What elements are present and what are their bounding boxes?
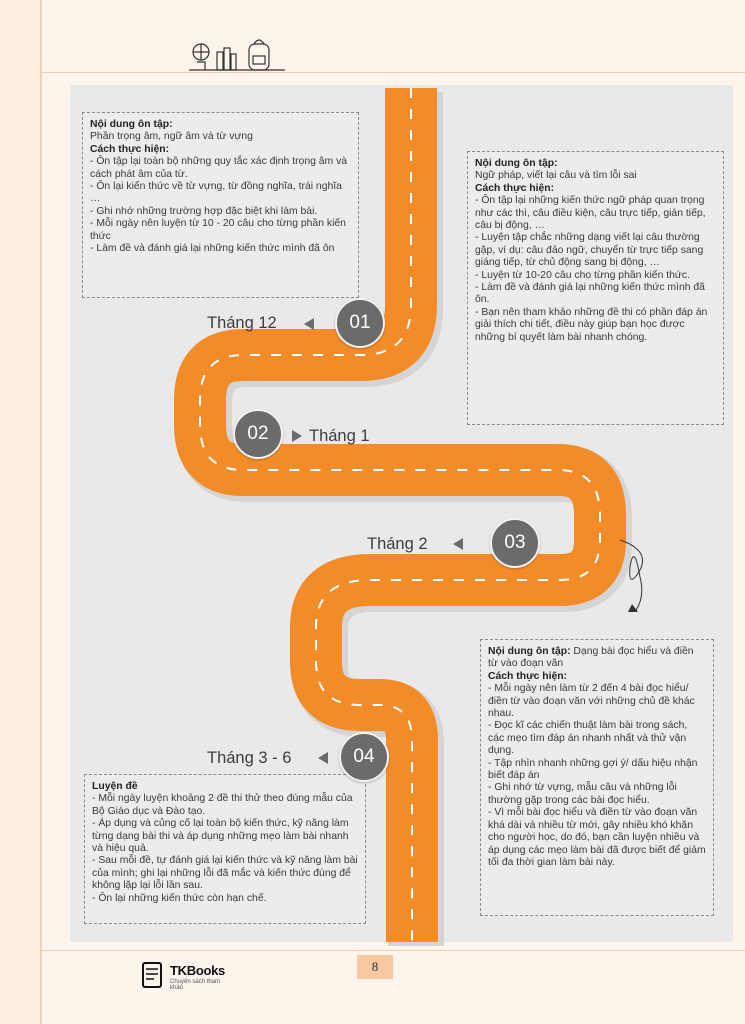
milestone-circle-2: 02 <box>233 409 283 459</box>
box2-line: - Bạn nên tham khảo những đề thi có phần đáp án giải thích chi tiết, điều này giúp bạn học được những bí quyết làm bài nhanh chóng. <box>475 306 708 343</box>
book-logo-icon <box>140 961 166 991</box>
milestone-month-4: Tháng 3 - 6 <box>207 749 292 767</box>
box1-line: - Ôn tập lại toàn bộ những quy tắc xác định trọng âm và cách phát âm của từ. <box>90 156 348 180</box>
logo-name: TKBooks <box>170 963 225 978</box>
page-number: 8 <box>357 955 393 979</box>
box2-content: Ngữ pháp, viết lại câu và tìm lỗi sai <box>475 170 637 182</box>
box2-method-heading: Cách thực hiện: <box>475 182 555 194</box>
milestone-circle-1: 01 <box>335 298 385 348</box>
box3-method-heading: Cách thực hiện: <box>488 670 568 682</box>
box2-line: - Luyện tập chắc những dạng viết lại câu thường gặp, ví dụ: câu đảo ngữ, chuyển từ trực tiếp sang giáng tiếp, từ chủ động sang bị động, … <box>475 232 704 269</box>
tkbooks-logo <box>140 958 230 994</box>
box2-line: - Ôn tập lại những kiến thức ngữ pháp quan trọng như các thì, câu điều kiện, câu trực tiếp, gián tiếp, câu bị động, … <box>475 195 706 232</box>
box1-heading: Nội dung ôn tập: <box>90 119 173 130</box>
milestone-month-2: Tháng 1 <box>309 427 370 445</box>
box1-line: - Làm đề và đánh giá lại những kiến thức mình đã ôn <box>90 243 335 255</box>
box3-line: - Vì mỗi bài đọc hiểu và điền từ vào đoạn văn khá dài và nhiều từ mới, gây nhiều khó khăn cho người học, do đó, bạn cần luyện nhiều và áp dụng các mẹo làm bài đã được biết để giảm tối đa thời gian làm bài này. <box>488 807 706 868</box>
arrow-left-icon <box>318 752 328 764</box>
milestone-month-3: Tháng 2 <box>367 535 428 553</box>
note-box-3 <box>480 639 714 916</box>
logo-tagline: Chuyên sách tham khảo <box>170 979 221 991</box>
box3-line: - Ghi nhớ từ vựng, mẫu câu và những lỗi thường gặp trong các bài đọc hiểu. <box>488 782 677 806</box>
box4-line: - Sau mỗi đề, tự đánh giá lại kiến thức và kỹ năng làm bài của mình; ghi lại những lỗi đã mắc và kiến thức đúng để không lặp lại lỗi lần sau. <box>92 855 358 892</box>
box3-line: - Đọc kĩ các chiến thuật làm bài trong sách, các mẹo tìm đáp án nhanh nhất và thử vận dụng. <box>488 720 688 757</box>
arrow-left-icon <box>304 318 314 330</box>
note-box-1 <box>82 112 359 298</box>
box4-line: - Áp dụng và củng cố lại toàn bộ kiến thức, kỹ năng làm từng dạng bài thi và áp dụng những mẹo làm bài nhanh và hiệu quả. <box>92 818 349 855</box>
box1-line: - Ôn lại kiến thức về từ vựng, từ đồng nghĩa, trái nghĩa … <box>90 181 342 205</box>
box4-heading: Luyện đề <box>92 781 138 792</box>
box3-heading: Nội dung ôn tập: <box>488 646 571 657</box>
box4-line: - Mỗi ngày luyện khoảng 2 đề thi thử theo đúng mẫu của Bộ Giáo dục và Đào tạo. <box>92 793 353 817</box>
note-box-2 <box>467 151 724 425</box>
milestone-circle-4: 04 <box>339 732 389 782</box>
box3-line: - Mỗi ngày nên làm từ 2 đến 4 bài đọc hiểu/ điền từ vào đoạn văn với những chủ đề khác nhau. <box>488 683 695 720</box>
note-box-4 <box>84 774 366 924</box>
box1-method-heading: Cách thực hiện: <box>90 143 170 155</box>
box2-line: - Luyện từ 10-20 câu cho từng phần kiến thức. <box>475 269 690 281</box>
box3-content: Dạng bài đọc hiểu và điền từ vào đoạn văn <box>488 646 694 670</box>
milestone-month-1: Tháng 12 <box>207 314 277 332</box>
box1-line: - Mỗi ngày nên luyện từ 10 - 20 câu cho từng phần kiến thức <box>90 218 346 242</box>
box3-line: - Tập nhìn nhanh những gợi ý/ dấu hiệu nhận biết đáp án <box>488 757 698 782</box>
box1-line: - Ghi nhớ những trường hợp đặc biệt khi làm bài. <box>90 205 318 217</box>
box2-heading: Nội dung ôn tập: <box>475 158 558 169</box>
box1-content: Phần trọng âm, ngữ âm và từ vựng <box>90 131 253 143</box>
milestone-circle-3: 03 <box>490 518 540 568</box>
arrow-left-icon <box>453 538 463 550</box>
box2-line: - Làm đề và đánh giá lại những kiến thức mình đã ôn. <box>475 282 705 306</box>
arrow-right-icon <box>292 430 302 442</box>
box4-line: - Ôn lại những kiến thức còn hạn chế. <box>92 892 267 904</box>
